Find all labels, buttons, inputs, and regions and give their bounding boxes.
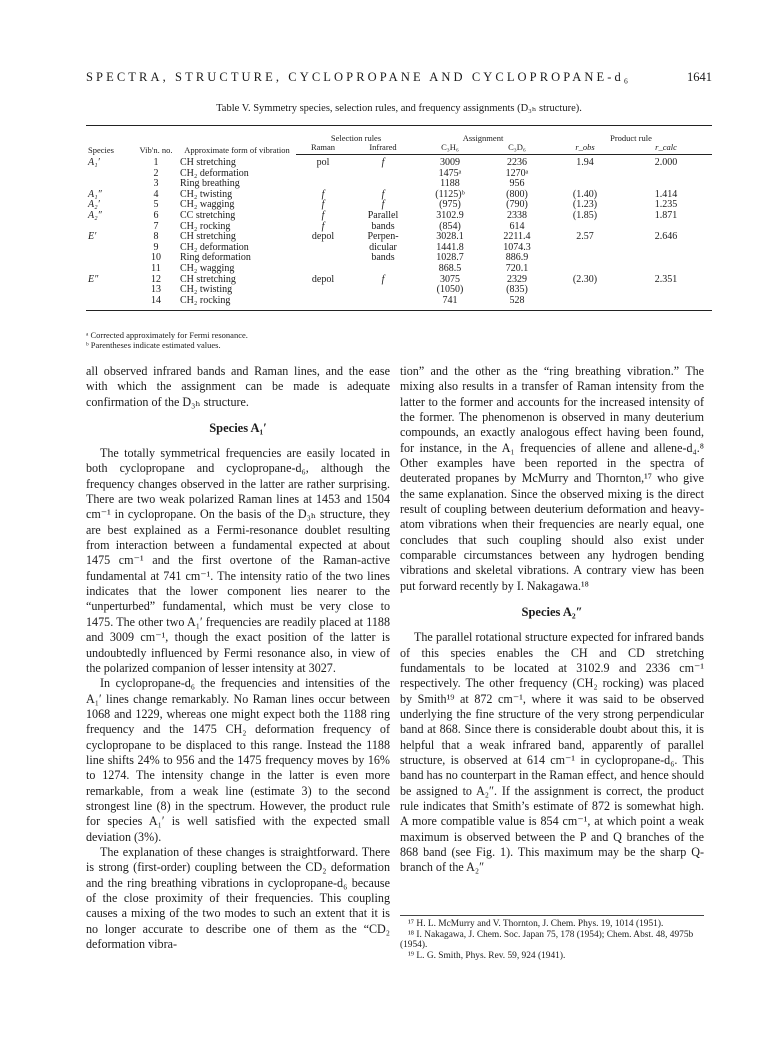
cell-r-obs bbox=[550, 169, 620, 180]
cell-r-obs: (1.85) bbox=[572, 209, 598, 221]
cell-c3d6: 2338 bbox=[507, 209, 527, 221]
cell-raman bbox=[296, 296, 350, 311]
paragraph: The parallel rotational structure expected for infrared bands of this species enables the CH and CD stretching fundamentals to be located at 3102.9 and 2336 cm⁻¹ respectively. The other frequency (CH₂ rocking) was placed by Smith¹⁹ at 872 cm⁻¹, where it was said to be observed underlying the fine structure of the very strong perpendicular band at 868. Since there is considerable doubt about this, it is helpful that a weak infrared band, apparently of parallel structure, is observed at 614 cm⁻¹ in cyclopropane-d₆. This band has no counterpart in the Raman effect, and hence should be assigned to A₂″. If the assignment is correct, the product rule indicates that Smith’s estimate of 872 is somewhat high. A more compatible value is 854 cm⁻¹, at which point a weak maximum is observed between the P and Q branches of the 868 band (see Fig. 1). This maximum may be the sharp Q-branch of the A₂″ bbox=[400, 630, 704, 875]
section-heading: Species A₁′ bbox=[209, 421, 267, 436]
cell-no: 12 bbox=[151, 273, 161, 285]
paragraph: all observed infrared bands and Raman lines, and the ease with which the assignment can be made is adequate confirmation of the D₃ₕ structure. bbox=[86, 364, 390, 409]
cell-ir: f bbox=[381, 157, 385, 168]
header-approx-form: Approximate form of vibration bbox=[184, 144, 290, 155]
cell-form: CH stretching bbox=[180, 156, 236, 168]
cell-no: 8 bbox=[153, 231, 159, 243]
cell-c3d6: 528 bbox=[484, 296, 550, 311]
cell-c3d6: 614 bbox=[509, 220, 525, 232]
cell-r-obs bbox=[550, 264, 620, 275]
cell-r-obs bbox=[550, 285, 620, 296]
cell-no: 3 bbox=[153, 178, 159, 190]
header-product-rule: Product rule bbox=[610, 133, 652, 143]
cell-raman bbox=[296, 253, 350, 264]
header-selection-rules: Selection rules bbox=[330, 133, 382, 143]
cell-c3d6: (790) bbox=[506, 199, 528, 211]
cell-r-calc: 1.414 bbox=[654, 188, 678, 200]
cell-r-obs: 2.57 bbox=[576, 231, 594, 243]
cell-c3d6: 886.9 bbox=[505, 252, 529, 264]
cell-no: 7 bbox=[153, 220, 159, 232]
cell-ir: f bbox=[381, 188, 385, 200]
cell-raman: pol bbox=[316, 157, 330, 168]
cell-form: CH₂ twisting bbox=[180, 284, 233, 296]
header-vib-no: Vib'n. no. bbox=[139, 144, 173, 155]
header-c3d6: C₃D₆ bbox=[484, 143, 550, 155]
cell-no: 13 bbox=[151, 284, 161, 296]
cell-c3d6: (835) bbox=[506, 284, 528, 296]
paragraph: The totally symmetrical frequencies are easily located in both cyclopropane and cyclopropane-d₆, although the frequency changes observed in the latter are rather surprising. There are two weak polarized Raman lines at 1453 and 1504 cm⁻¹ in cyclopropane. On the basis of the D₃ₕ structure, they are best explained as a Fermi-resonance doublet resulting from interaction between a fundamental expected at about 1475 cm⁻¹ and the first overtone of the Raman-active fundamental at 741 cm⁻¹. The intensity ratio of the two lines indicates that the lower component lies nearer to the “unperturbed” fundamental, which must be very close to 1475. The other two A₁′ frequencies are readily placed at 1188 and 3009 cm⁻¹, though the exact position of the latter is undoubtedly influenced by Fermi resonance also, in view of the polarized companion of lesser intensity at 3027. bbox=[86, 446, 390, 675]
cell-no: 6 bbox=[153, 209, 159, 221]
header-r-calc: r_calc bbox=[620, 143, 712, 155]
running-head bbox=[86, 70, 712, 88]
cell-species: A₁′ bbox=[88, 156, 100, 168]
cell-c3h6: 3075 bbox=[440, 273, 460, 285]
cell-no: 9 bbox=[153, 241, 159, 253]
cell-ir: bands bbox=[371, 220, 395, 232]
cell-raman: depol bbox=[311, 273, 335, 285]
cell-r-obs: (1.40) bbox=[572, 188, 598, 200]
cell-r-obs bbox=[550, 296, 620, 311]
cell-form: CH stretching bbox=[180, 273, 236, 285]
cell-r-calc: 2.351 bbox=[654, 273, 678, 285]
cell-c3h6: (975) bbox=[439, 199, 461, 211]
cell-ir: Perpen- bbox=[367, 231, 399, 243]
cell-c3h6: (1050) bbox=[436, 284, 464, 296]
table-row bbox=[86, 264, 712, 275]
cell-form: CH₂ rocking bbox=[180, 220, 231, 232]
cell-no: 11 bbox=[151, 262, 161, 274]
cell-form: Ring deformation bbox=[180, 252, 251, 264]
cell-raman bbox=[296, 285, 350, 296]
cell-no: 4 bbox=[153, 188, 159, 200]
cell-ir: bands bbox=[371, 252, 395, 264]
reference-footnotes bbox=[400, 915, 704, 961]
header-species: Species bbox=[88, 144, 114, 155]
cell-c3h6: (1125)ᵇ bbox=[435, 188, 465, 200]
header-r-obs: r_obs bbox=[550, 143, 620, 155]
cell-form: CH₂ rocking bbox=[178, 296, 296, 311]
table-row bbox=[86, 155, 712, 169]
cell-raman: f bbox=[321, 220, 325, 232]
cell-raman bbox=[296, 264, 350, 275]
cell-form: CH₂ wagging bbox=[180, 262, 235, 274]
right-column bbox=[400, 364, 704, 876]
cell-c3h6: 741 bbox=[416, 296, 484, 311]
cell-species bbox=[86, 296, 134, 311]
cell-no: 5 bbox=[153, 199, 159, 211]
table-row bbox=[86, 211, 712, 222]
cell-c3h6: 1028.7 bbox=[436, 252, 464, 264]
cell-c3h6: 1441.8 bbox=[436, 241, 464, 253]
cell-r-calc: 1.235 bbox=[654, 199, 678, 211]
reference: ¹⁷ H. L. McMurry and V. Thornton, J. Chem. Phys. 19, 1014 (1951). bbox=[408, 919, 664, 929]
cell-species bbox=[86, 285, 134, 296]
table-footnote: ᵇ Parentheses indicate estimated values. bbox=[86, 340, 221, 350]
cell-c3d6: 1270ᵃ bbox=[505, 167, 529, 179]
cell-form: CC stretching bbox=[180, 209, 236, 221]
cell-raman: depol bbox=[311, 231, 335, 243]
cell-r-calc: 2.646 bbox=[654, 231, 678, 243]
cell-r-calc: 2.000 bbox=[654, 157, 678, 168]
cell-c3h6: 1475ᵃ bbox=[438, 167, 462, 179]
cell-c3h6: 3028.1 bbox=[436, 231, 464, 243]
cell-c3d6: 720.1 bbox=[505, 262, 529, 274]
cell-raman bbox=[296, 169, 350, 180]
cell-form: CH₂ deformation bbox=[180, 167, 249, 179]
cell-r-calc bbox=[620, 169, 712, 180]
cell-c3d6: 2329 bbox=[507, 273, 527, 285]
cell-r-obs: (1.23) bbox=[572, 199, 598, 211]
cell-form: CH stretching bbox=[180, 231, 236, 243]
cell-c3d6: (800) bbox=[506, 188, 528, 200]
table-body bbox=[86, 155, 712, 311]
cell-r-calc bbox=[620, 243, 712, 254]
cell-no: 10 bbox=[151, 252, 161, 264]
cell-r-obs: (2.30) bbox=[572, 273, 598, 285]
cell-r-obs bbox=[550, 253, 620, 264]
header-infrared: Infrared bbox=[350, 143, 416, 155]
cell-c3d6: 956 bbox=[509, 178, 525, 190]
cell-no: 2 bbox=[153, 167, 159, 179]
cell-c3d6: 1074.3 bbox=[503, 241, 531, 253]
cell-species: A₁″ bbox=[88, 188, 102, 200]
cell-r-calc bbox=[620, 296, 712, 311]
cell-ir bbox=[350, 264, 416, 275]
cell-c3h6: 3009 bbox=[440, 157, 460, 168]
header-assignment: Assignment bbox=[462, 133, 504, 143]
cell-raman bbox=[296, 243, 350, 254]
cell-c3h6: 3102.9 bbox=[436, 209, 464, 221]
cell-r-calc bbox=[620, 264, 712, 275]
cell-species bbox=[86, 264, 134, 275]
cell-c3d6: 2211.4 bbox=[503, 231, 531, 243]
section-heading: Species A₂″ bbox=[521, 605, 583, 620]
cell-ir bbox=[350, 296, 416, 311]
cell-species: A₂″ bbox=[88, 209, 102, 221]
cell-ir bbox=[350, 169, 416, 180]
cell-raman: f bbox=[321, 209, 325, 221]
paragraph: The explanation of these changes is straightforward. There is strong (first-order) coupling between the CD₂ deformation and the ring breathing vibrations in cyclopropane-d₆ because of the close proximity of their frequencies. This coupling causes a mixing of the two modes to such an extent that it is no longer accurate to describe one of them as the “CD₂ deformation vibra- bbox=[86, 844, 390, 952]
header-raman: Raman bbox=[296, 143, 350, 155]
reference: ¹⁸ I. Nakagawa, J. Chem. Soc. Japan 75, 178 (1954); Chem. Abst. 48, 4975b (1954). bbox=[400, 929, 694, 950]
cell-c3h6: (854) bbox=[439, 220, 461, 232]
cell-c3d6: 2236 bbox=[507, 157, 527, 168]
cell-form: CH₂ wagging bbox=[180, 199, 235, 211]
cell-form: CH₂ twisting bbox=[180, 188, 233, 200]
cell-no: 1 bbox=[153, 156, 159, 168]
table-footnote: ᵃ Corrected approximately for Fermi resonance. bbox=[86, 330, 248, 340]
cell-r-calc: 1.871 bbox=[654, 209, 678, 221]
cell-ir: Parallel bbox=[367, 209, 399, 221]
cell-form: CH₂ deformation bbox=[180, 241, 249, 253]
cell-ir bbox=[350, 285, 416, 296]
cell-no: 14 bbox=[134, 296, 178, 311]
cell-r-calc bbox=[620, 253, 712, 264]
cell-species bbox=[86, 253, 134, 264]
cell-ir: f bbox=[381, 273, 385, 285]
cell-form: Ring breathing bbox=[180, 178, 240, 190]
cell-r-obs bbox=[550, 243, 620, 254]
cell-raman: f bbox=[321, 188, 325, 200]
cell-ir: dicular bbox=[369, 241, 397, 253]
table-footnotes bbox=[86, 330, 248, 350]
assignment-table bbox=[86, 125, 712, 311]
cell-r-calc bbox=[620, 285, 712, 296]
table-row bbox=[86, 296, 712, 311]
cell-species bbox=[86, 243, 134, 254]
running-title: SPECTRA, STRUCTURE, CYCLOPROPANE AND CYCLOPROPANE-d₆ bbox=[86, 70, 632, 84]
left-column bbox=[86, 364, 390, 952]
paragraph: In cyclopropane-d₆ the frequencies and intensities of the A₁′ lines change remarkably. No Raman lines occur between 1068 and 1229, whereas one might expect both the 1188 ring frequency and the 1475 CH₂ deformation frequency of cyclopropane to be displaced to this range. Instead the 1188 line shifts 24% to 956 and the 1475 frequency moves by 16% to 1274. The intensity change in the latter is even more remarkable, from a weak line (estimate 3) to the second strongest line (8) in the spectrum. However, the product rule for species A₁′ is well satisfied with the expected small deviation (3%). bbox=[86, 676, 390, 844]
cell-species bbox=[86, 169, 134, 180]
page-number: 1641 bbox=[687, 70, 712, 84]
cell-c3h6: 1188 bbox=[440, 178, 460, 190]
cell-ir: f bbox=[381, 199, 385, 211]
cell-raman: f bbox=[321, 199, 325, 211]
cell-species: A₂′ bbox=[88, 199, 100, 211]
cell-r-obs: 1.94 bbox=[576, 157, 594, 168]
cell-c3h6: 868.5 bbox=[438, 262, 462, 274]
reference: ¹⁹ L. G. Smith, Phys. Rev. 59, 924 (1941). bbox=[408, 950, 566, 961]
header-c3h6: C₃H₆ bbox=[416, 143, 484, 155]
cell-species: E″ bbox=[88, 273, 99, 285]
paragraph: tion” and the other as the “ring breathing vibration.” The mixing also results in a transfer of Raman intensity from the latter to the former and accounts for the increased intensity of the former. The phenomenon is observed in many deuterium compounds, an exactly analogous effect having been found, for instance, in the A₁ frequencies of allene and allene-d₄.⁸ Other examples have been reported in the spectra of deuterated propanes by McMurry and Thornton,¹⁷ who give the same explanation. Since the observed mixing is the direct result of coupling between deuterium deformation and heavy-atom vibrations when their frequencies are nearly equal, one concludes that such coupling should also exist under comparable circumstances between any hydrogen bending vibrations and skeletal vibrations. A contrary view has been put forward recently by I. Nakagawa.¹⁸ bbox=[400, 364, 704, 593]
cell-species: E′ bbox=[88, 231, 97, 243]
table-caption: Table V. Symmetry species, selection rules, and frequency assignments (D₃ₕ structure). bbox=[216, 103, 582, 114]
